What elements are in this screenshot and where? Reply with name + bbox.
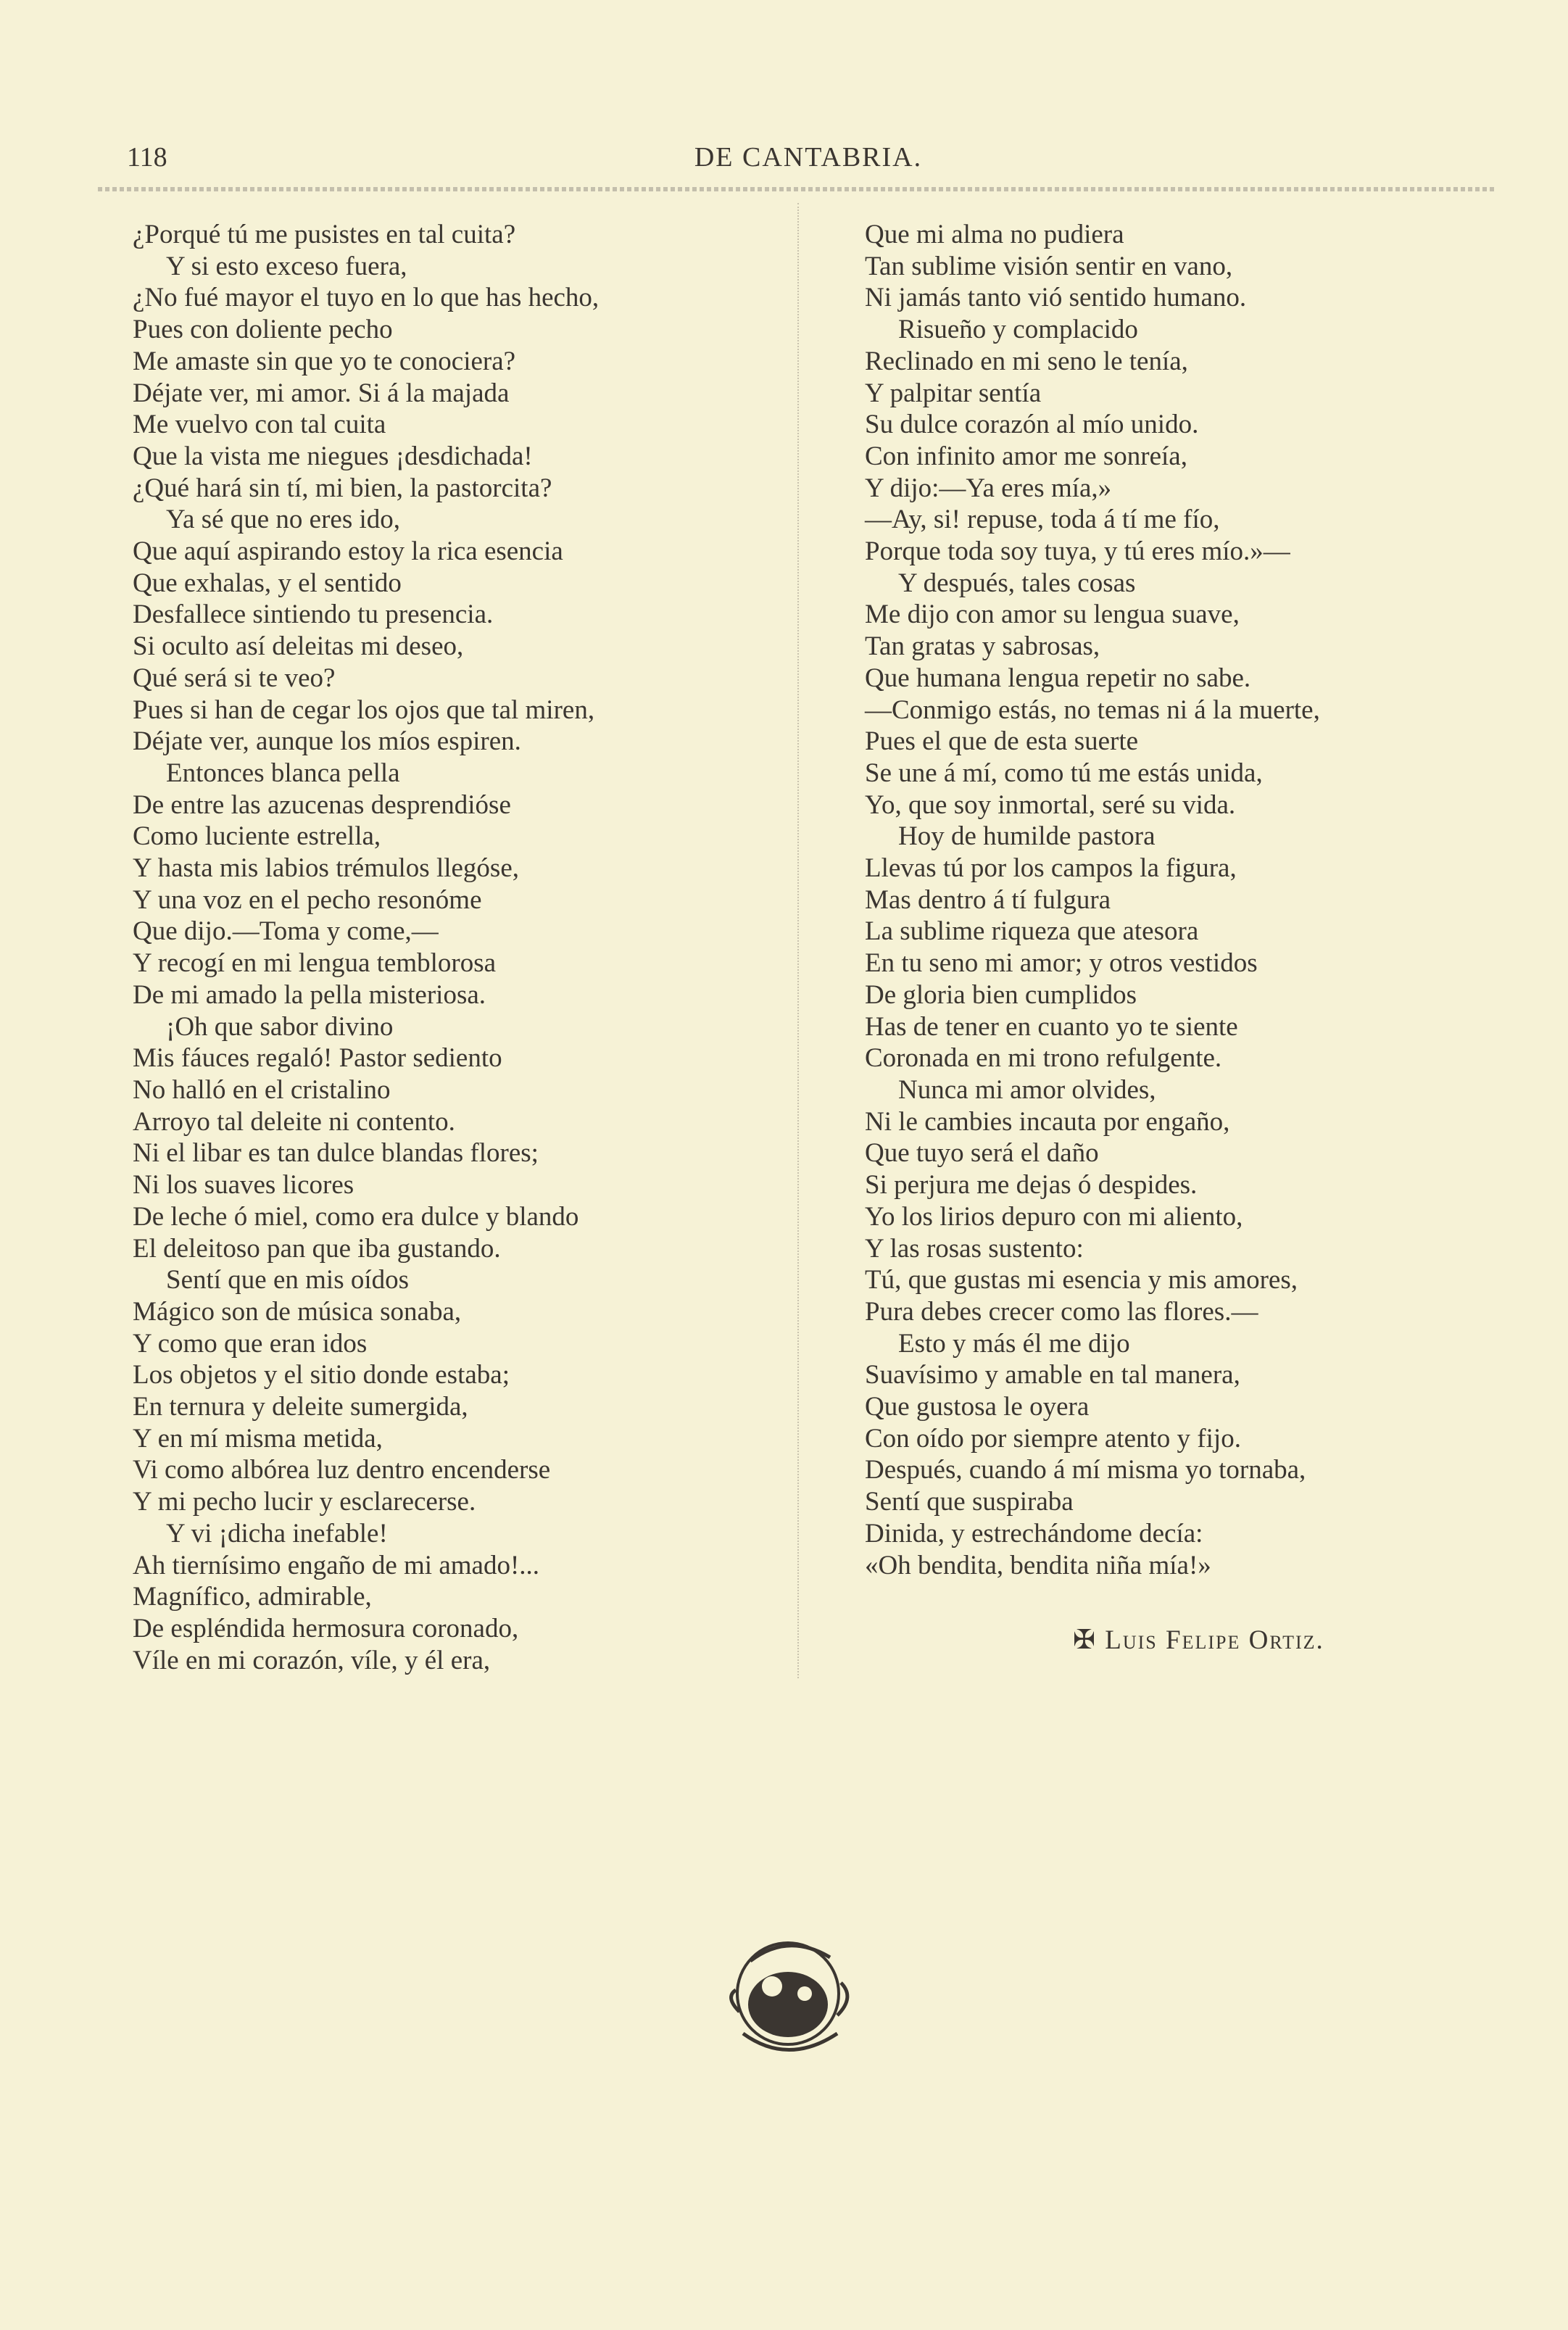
- verse-line: Mas dentro á tí fulgura: [865, 884, 1111, 915]
- column-divider: [797, 203, 799, 1678]
- verse-line: Pura debes crecer como las flores.—: [865, 1296, 1258, 1327]
- ornament-flower: [797, 1986, 812, 2001]
- verse-line: En tu seno mi amor; y otros vestidos: [865, 948, 1258, 979]
- verse-line: «Oh bendita, bendita niña mía!»: [865, 1550, 1211, 1580]
- verse-line: Magnífico, admirable,: [133, 1582, 372, 1612]
- verse-line: ¿Porqué tú me pusistes en tal cuita?: [133, 220, 516, 249]
- verse-line: De entre las azucenas desprendióse: [133, 789, 511, 820]
- verse-line: Pues el que de esta suerte: [865, 726, 1139, 757]
- verse-line: ¿Qué hará sin tí, mi bien, la pastorcita?: [133, 473, 552, 503]
- verse-line: Pues si han de cegar los ojos que tal miren,: [133, 695, 595, 725]
- verse-line: De gloria bien cumplidos: [865, 979, 1137, 1010]
- verse-line: Con infinito amor me sonreía,: [865, 441, 1187, 471]
- verse-line: Y si esto exceso fuera,: [166, 251, 407, 281]
- ornament-fill: [748, 1972, 828, 2037]
- verse-line: Sentí que suspiraba: [865, 1487, 1074, 1517]
- verse-line: Desfallece sintiendo tu presencia.: [133, 600, 494, 630]
- verse-line: Que aquí aspirando estoy la rica esencia: [133, 536, 563, 567]
- verse-line: Y dijo:—Ya eres mía,»: [865, 473, 1112, 503]
- verse-line: Después, cuando á mí misma yo tornaba,: [865, 1455, 1306, 1485]
- verse-line: ¡Oh que sabor divino: [166, 1011, 394, 1042]
- verse-line: Y palpitar sentía: [865, 378, 1042, 408]
- verse-line: Déjate ver, mi amor. Si á la majada: [133, 378, 510, 408]
- verse-line: Tú, que gustas mi esencia y mis amores,: [865, 1265, 1298, 1295]
- verse-line: La sublime riqueza que atesora: [865, 916, 1199, 947]
- verse-line: Tan gratas y sabrosas,: [865, 631, 1100, 662]
- verse-line: Has de tener en cuanto yo te siente: [865, 1011, 1238, 1042]
- poem-column-left: [133, 219, 599, 1676]
- floral-vignette-ornament: [721, 1925, 855, 2070]
- verse-line: Víle en mi corazón, víle, y él era,: [133, 1645, 491, 1675]
- header-rule: [98, 187, 1497, 191]
- author-name: Luis Felipe Ortiz.: [1105, 1625, 1324, 1655]
- verse-line: Ni le cambies incauta por engaño,: [865, 1106, 1230, 1137]
- verse-line: Qué será si te veo?: [133, 663, 336, 693]
- verse-line: Y las rosas sustento:: [865, 1233, 1084, 1264]
- author-signature: [1073, 1624, 1324, 1656]
- verse-line: Y como que eran idos: [133, 1328, 368, 1359]
- verse-line: Tan sublime visión sentir en vano,: [865, 251, 1233, 281]
- verse-line: Ni el libar es tan dulce blandas flores;: [133, 1138, 539, 1169]
- verse-line: Que gustosa le oyera: [865, 1392, 1090, 1422]
- verse-line: Porque toda soy tuya, y tú eres mío.»—: [865, 536, 1290, 567]
- page-number: 118: [127, 142, 167, 173]
- verse-line: Que humana lengua repetir no sabe.: [865, 663, 1251, 693]
- verse-line: Que tuyo será el daño: [865, 1138, 1099, 1169]
- verse-line: El deleitoso pan que iba gustando.: [133, 1233, 501, 1264]
- verse-line: Yo los lirios depuro con mi aliento,: [865, 1201, 1243, 1232]
- verse-line: Se une á mí, como tú me estás unida,: [865, 758, 1263, 788]
- verse-line: Mágico son de música sonaba,: [133, 1296, 462, 1327]
- verse-line: Y vi ¡dicha inefable!: [166, 1518, 388, 1549]
- verse-line: Yo, que soy inmortal, seré su vida.: [865, 789, 1236, 820]
- verse-line: Ni jamás tanto vió sentido humano.: [865, 283, 1247, 313]
- poem-column-right: [865, 219, 1320, 1581]
- verse-line: Y después, tales cosas: [898, 568, 1136, 598]
- verse-line: De espléndida hermosura coronado,: [133, 1613, 519, 1643]
- page-header: [127, 141, 1490, 178]
- verse-line: En ternura y deleite sumergida,: [133, 1392, 468, 1422]
- verse-line: No halló en el cristalino: [133, 1074, 391, 1105]
- verse-line: Entonces blanca pella: [166, 758, 400, 788]
- cross-icon: ✠: [1073, 1625, 1098, 1655]
- verse-line: Y recogí en mi lengua temblorosa: [133, 948, 497, 979]
- verse-line: Hoy de humilde pastora: [898, 821, 1156, 852]
- verse-line: Y mi pecho lucir y esclarecerse.: [133, 1487, 476, 1517]
- verse-line: De leche ó miel, como era dulce y blando: [133, 1201, 579, 1232]
- verse-line: Que mi alma no pudiera: [865, 220, 1124, 249]
- verse-line: Me amaste sin que yo te conociera?: [133, 346, 516, 376]
- verse-line: Ah tiernísimo engaño de mi amado!...: [133, 1550, 540, 1580]
- verse-line: ¿No fué mayor el tuyo en lo que has hecho,: [133, 283, 600, 313]
- verse-line: Déjate ver, aunque los míos espiren.: [133, 726, 521, 757]
- verse-line: Pues con doliente pecho: [133, 315, 393, 345]
- verse-line: Y una voz en el pecho resonóme: [133, 884, 482, 915]
- verse-line: Arroyo tal deleite ni contento.: [133, 1106, 455, 1137]
- verse-line: Mis fáuces regaló! Pastor sediento: [133, 1043, 502, 1074]
- verse-line: Nunca mi amor olvides,: [898, 1074, 1156, 1105]
- verse-line: Ni los suaves licores: [133, 1170, 354, 1201]
- verse-line: Como luciente estrella,: [133, 821, 381, 852]
- running-title: DE CANTABRIA.: [694, 142, 923, 173]
- verse-line: Reclinado en mi seno le tenía,: [865, 346, 1188, 376]
- verse-line: Me dijo con amor su lengua suave,: [865, 600, 1240, 630]
- verse-line: Sentí que en mis oídos: [166, 1265, 410, 1295]
- verse-line: —Ay, si! repuse, toda á tí me fío,: [865, 505, 1220, 535]
- verse-line: Dinida, y estrechándome decía:: [865, 1518, 1203, 1549]
- verse-line: —Conmigo estás, no temas ni á la muerte,: [865, 695, 1320, 725]
- verse-line: Los objetos y el sitio donde estaba;: [133, 1360, 510, 1390]
- ornament-flower: [762, 1976, 782, 1997]
- verse-line: Y hasta mis labios trémulos llegóse,: [133, 853, 519, 884]
- verse-line: Suavísimo y amable en tal manera,: [865, 1360, 1240, 1390]
- verse-line: Si oculto así deleitas mi deseo,: [133, 631, 464, 662]
- verse-line: Que dijo.—Toma y come,—: [133, 916, 439, 947]
- verse-line: Y en mí misma metida,: [133, 1423, 383, 1454]
- verse-line: Con oído por siempre atento y fijo.: [865, 1423, 1241, 1454]
- verse-line: Su dulce corazón al mío unido.: [865, 410, 1199, 440]
- verse-line: Coronada en mi trono refulgente.: [865, 1043, 1222, 1074]
- verse-line: Que exhalas, y el sentido: [133, 568, 402, 598]
- verse-line: Risueño y complacido: [898, 315, 1138, 345]
- verse-line: Me vuelvo con tal cuita: [133, 410, 386, 440]
- verse-line: Si perjura me dejas ó despides.: [865, 1170, 1198, 1201]
- verse-line: Llevas tú por los campos la figura,: [865, 853, 1237, 884]
- verse-line: Vi como albórea luz dentro encenderse: [133, 1455, 551, 1485]
- verse-line: Que la vista me niegues ¡desdichada!: [133, 441, 533, 471]
- verse-line: De mi amado la pella misteriosa.: [133, 979, 486, 1010]
- verse-line: Esto y más él me dijo: [898, 1328, 1130, 1359]
- verse-line: Ya sé que no eres ido,: [166, 505, 401, 535]
